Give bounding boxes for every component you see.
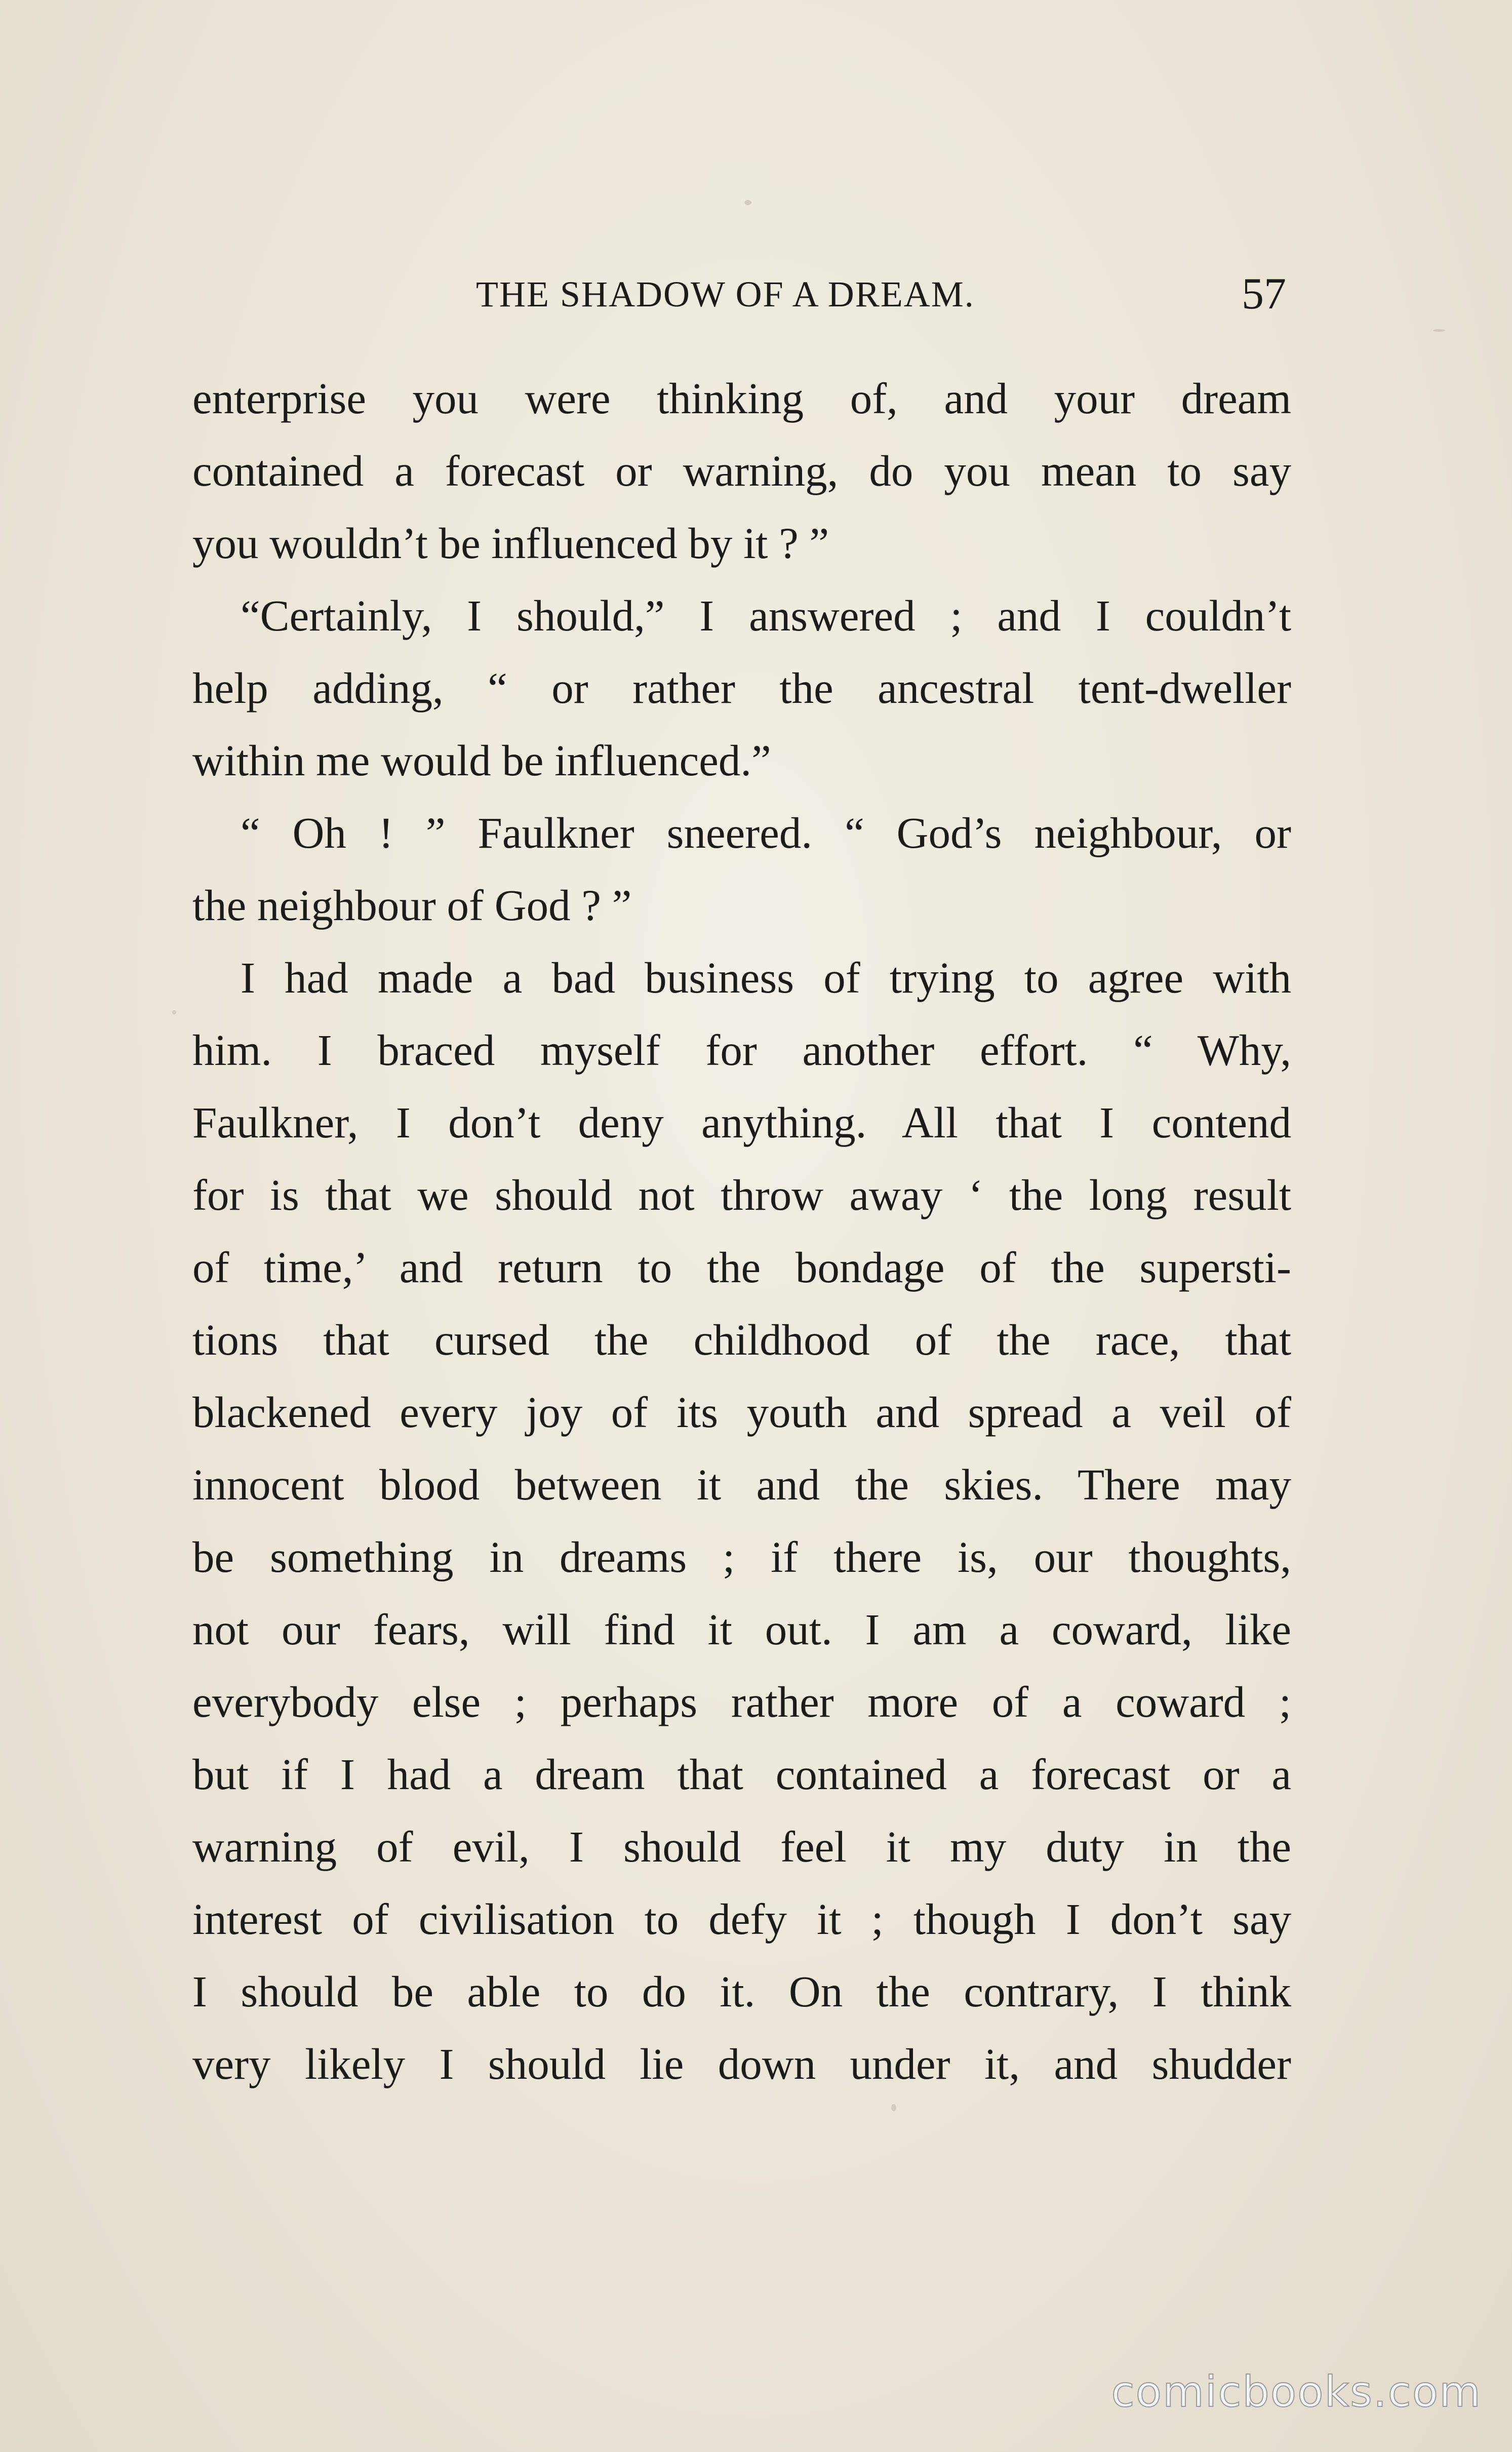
text-line: be something in dreams ; if there is, our thoughts, [192, 1532, 1291, 1581]
text-line: “Certainly, I should,” I answered ; and I couldn’t [241, 591, 1291, 640]
running-title: THE SHADOW OF A DREAM. [476, 274, 975, 314]
paper-speck [1433, 329, 1445, 332]
text-line: very likely I should lie down under it, and shudder [192, 2039, 1291, 2088]
text-line: for is that we should not throw away ‘ the long result [192, 1170, 1291, 1219]
running-head [203, 263, 1286, 324]
paper-speck [744, 200, 751, 205]
text-line: blackened every joy of its youth and spread a veil of [192, 1388, 1291, 1437]
text-line: him. I braced myself for another effort. “ Why, [192, 1025, 1291, 1075]
text-line: interest of civilisation to defy it ; though I don’t say [192, 1894, 1291, 1944]
text-line: contained a forecast or warning, do you mean to say [192, 446, 1291, 495]
text-line: innocent blood between it and the skies. There may [192, 1460, 1291, 1509]
text-line: everybody else ; perhaps rather more of a coward ; [192, 1677, 1291, 1726]
text-line: tions that cursed the childhood of the race, that [192, 1315, 1291, 1364]
text-line: but if I had a dream that contained a forecast or a [192, 1750, 1291, 1799]
text-line: help adding, “ or rather the ancestral tent-dweller [192, 663, 1291, 713]
body-text [192, 362, 1291, 2100]
paper-speck [172, 1010, 176, 1014]
watermark: comicbooks.com [1111, 2367, 1482, 2417]
page-number: 57 [1242, 269, 1286, 319]
paper-speck [891, 2104, 896, 2111]
text-line: the neighbour of God ? ” [192, 881, 632, 930]
text-line: of time,’ and return to the bondage of the supersti- [192, 1243, 1291, 1292]
text-line: not our fears, will find it out. I am a coward, like [192, 1605, 1291, 1654]
text-line: I had made a bad business of trying to agree with [241, 953, 1291, 1002]
text-line: enterprise you were thinking of, and your dream [192, 374, 1291, 423]
text-line: within me would be influenced.” [192, 736, 771, 785]
text-line: Faulkner, I don’t deny anything. All that I contend [192, 1098, 1291, 1147]
text-line: you wouldn’t be influenced by it ? ” [192, 519, 829, 568]
text-line: “ Oh ! ” Faulkner sneered. “ God’s neighbour, or [241, 808, 1291, 857]
text-line: I should be able to do it. On the contrary, I think [192, 1967, 1291, 2016]
text-line: warning of evil, I should feel it my duty in the [192, 1822, 1291, 1871]
